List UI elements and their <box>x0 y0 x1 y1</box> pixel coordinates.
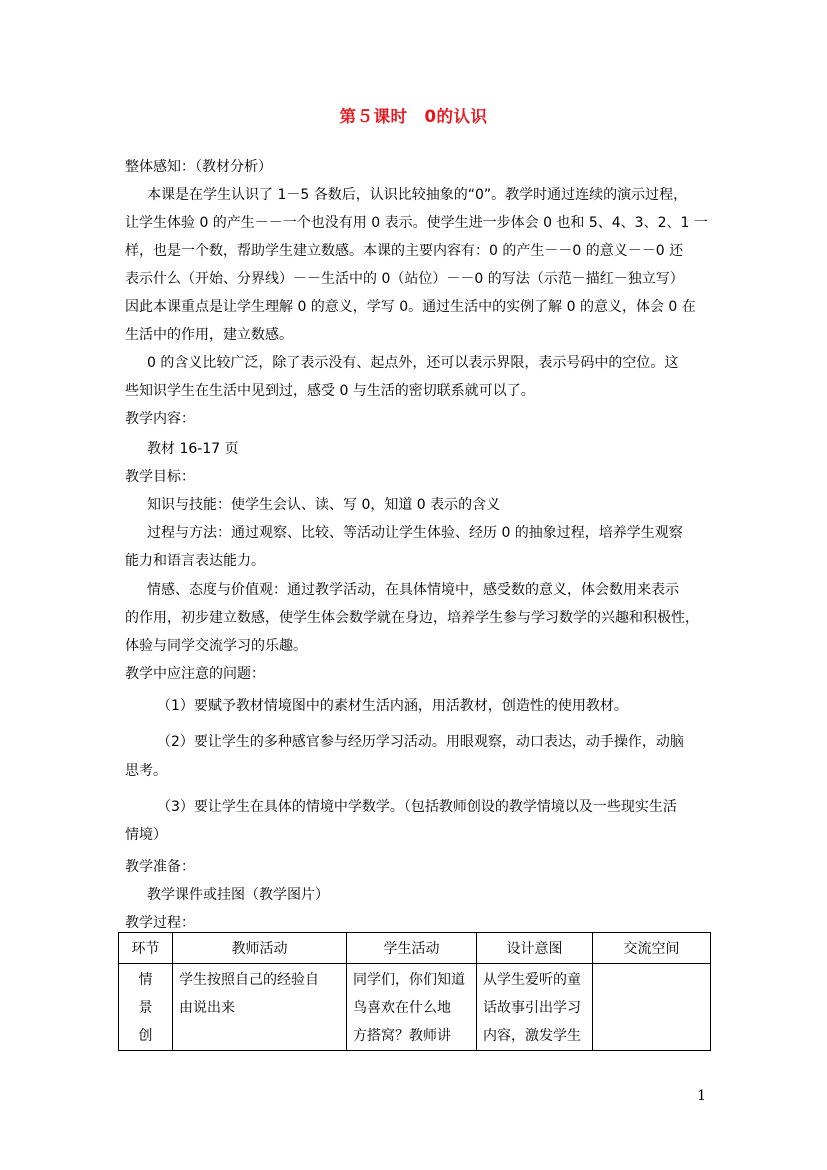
exchange-space-cell <box>593 964 711 1051</box>
text-line: （1）要赋予教材情境图中的素材生活内涵，用活教材，创造性的使用教材。 <box>157 698 628 714</box>
text-line: 情感、态度与价值观：通过教学活动，在具体情境中，感受数的意义，体会数用来表示 <box>147 582 679 598</box>
text-line: 能力和语言表达能力。 <box>125 553 265 569</box>
text-line: 的作用，初步建立数感，使学生体会数学就在身边，培养学生参与学习数学的兴趣和积极性， <box>125 610 699 626</box>
cell-line: 话故事引出学习 <box>483 1000 581 1016</box>
text-line: 样，也是一个数，帮助学生建立数感。本课的主要内容有：0 的产生－－0 的意义－－0 还 <box>125 243 684 259</box>
text-line: 教学目标： <box>125 469 195 485</box>
text-line: 过程与方法：通过观察、比较、等活动让学生体验、经历 0 的抽象过程，培养学生观察 <box>147 525 683 541</box>
page-number: 1 <box>697 1088 706 1104</box>
stage-char: 创 <box>138 1028 153 1044</box>
teacher-activity-cell <box>173 964 347 1051</box>
cell-line: 鸟喜欢在什么地 <box>353 1000 451 1016</box>
text-line: 本课是在学生认识了 1－5 各数后，认识比较抽象的“0”。教学时通过连续的演示过程， <box>147 187 688 203</box>
text-line: 思考。 <box>125 763 167 779</box>
table-header-cell: 环节 <box>119 933 173 964</box>
text-line: 教学准备： <box>125 859 195 875</box>
text-line: 体验与同学交流学习的乐趣。 <box>125 638 307 654</box>
cell-line: 从学生爱听的童 <box>483 972 581 988</box>
text-line: 情境） <box>125 827 167 843</box>
text-line: 些知识学生在生活中见到过，感受 0 与生活的密切联系就可以了。 <box>125 383 535 399</box>
text-line: 教材 16-17 页 <box>147 441 239 457</box>
cell-line: 内容，激发学生 <box>483 1028 581 1044</box>
text-line: 教学内容： <box>125 411 195 427</box>
table-header-row <box>119 933 711 964</box>
text-line: 教学过程： <box>125 915 195 931</box>
page-title: 第５课时 0的认识 <box>339 107 488 126</box>
table-header-cell: 学生活动 <box>347 933 477 964</box>
text-line: 生活中的作用，建立数感。 <box>125 327 293 343</box>
cell-line: 由说出来 <box>179 1000 235 1016</box>
student-activity-cell <box>347 964 477 1051</box>
text-line: 知识与技能：使学生会认、读、写 0，知道 0 表示的含义 <box>147 497 501 513</box>
text-line: 0 的含义比较广泛，除了表示没有、起点外，还可以表示界限，表示号码中的空位。这 <box>147 355 679 371</box>
cell-line: 方搭窝？教师讲 <box>353 1028 451 1044</box>
text-line: 因此本课重点是让学生理解 0 的意义，学写 0。通过生活中的实例了解 0 的意义，体会 0 在 <box>125 299 696 315</box>
teaching-process-table <box>118 932 711 1051</box>
text-line: 让学生体验 0 的产生－－一个也没有用 0 表示。使学生进一步体会 0 也和 5、4、3、2、1 一 <box>125 215 708 231</box>
text-line: （3）要让学生在具体的情境中学数学。（包括教师创设的教学情境以及一些现实生活 <box>157 799 677 815</box>
table-header-cell: 设计意图 <box>477 933 593 964</box>
text-line: （2）要让学生的多种感官参与经历学习活动。用眼观察，动口表达，动手操作，动脑 <box>157 734 684 750</box>
table-row <box>119 964 711 1051</box>
table-header-cell: 教师活动 <box>173 933 347 964</box>
cell-line: 同学们，你们知道 <box>353 972 465 988</box>
text-line: 表示什么（开始、分界线）－－生活中的 0（站位）－－0 的写法（示范－描红－独立写） <box>125 271 684 287</box>
text-line: 教学中应注意的问题： <box>125 666 265 682</box>
stage-cell <box>119 964 173 1051</box>
stage-char: 景 <box>138 1000 153 1016</box>
table-header-cell: 交流空间 <box>593 933 711 964</box>
text-line: 整体感知：（教材分析） <box>125 159 272 175</box>
stage-char: 情 <box>138 972 153 988</box>
cell-line: 学生按照自己的经验自 <box>179 972 319 988</box>
text-line: 教学课件或挂图（教学图片） <box>147 887 329 903</box>
design-intent-cell <box>477 964 593 1051</box>
